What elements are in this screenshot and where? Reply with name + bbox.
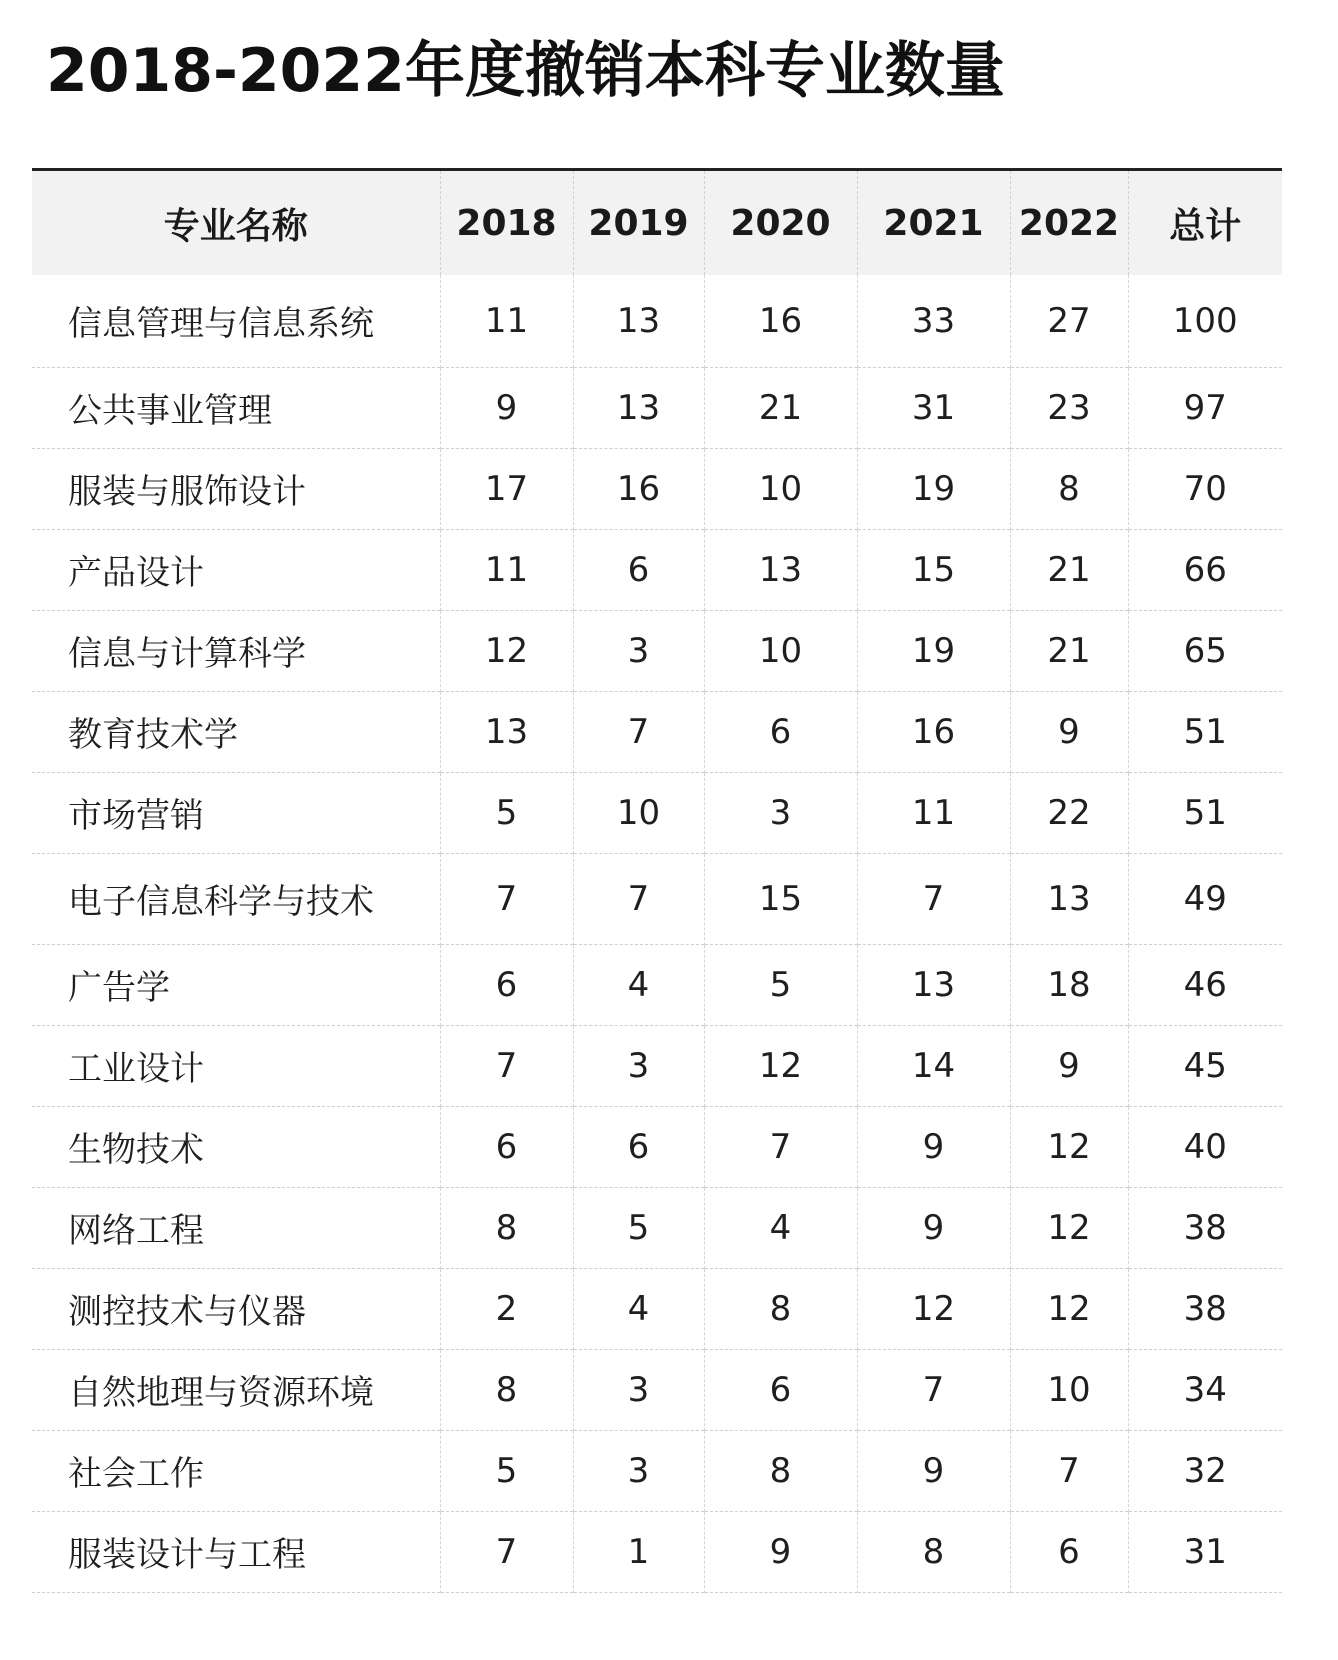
cell-2019: 3 <box>573 1025 704 1106</box>
cell-total: 51 <box>1183 711 1227 752</box>
table-row <box>32 1187 1282 1268</box>
cell-2021: 9 <box>857 1187 1010 1268</box>
cell-major-name: 自然地理与资源环境 <box>32 1349 440 1430</box>
cell-2022: 18 <box>1010 944 1128 1025</box>
table-row <box>32 1349 1282 1430</box>
cell-2021: 19 <box>857 448 1010 529</box>
cell-2018: 8 <box>440 1187 573 1268</box>
cell-2018: 9 <box>440 367 573 448</box>
table-row <box>32 1106 1282 1187</box>
cell-major-name: 网络工程 <box>32 1187 440 1268</box>
cell-2019: 13 <box>573 367 704 448</box>
header-2018: 2018 <box>440 171 573 275</box>
cell-2020: 10 <box>704 448 857 529</box>
table-row <box>32 772 1282 853</box>
cell-major-name: 信息与计算科学 <box>32 610 440 691</box>
header-major-name: 专业名称 <box>32 171 440 275</box>
cell-2019: 7 <box>573 853 704 944</box>
cell-2020: 6 <box>704 691 857 772</box>
cell-total: 49 <box>1183 878 1227 919</box>
cell-2021: 16 <box>857 691 1010 772</box>
cell-2020: 8 <box>704 1268 857 1349</box>
cell-2022: 10 <box>1010 1349 1128 1430</box>
cell-2022: 22 <box>1010 772 1128 853</box>
cell-2020: 16 <box>704 275 857 367</box>
cell-2019: 4 <box>573 1268 704 1349</box>
cell-2021: 13 <box>857 944 1010 1025</box>
cell-2022: 9 <box>1010 1025 1128 1106</box>
table-row <box>32 1025 1282 1106</box>
table-row <box>32 367 1282 448</box>
header-2021: 2021 <box>857 171 1010 275</box>
cell-total: 97 <box>1183 387 1227 428</box>
cell-2019: 16 <box>573 448 704 529</box>
cell-major-name: 教育技术学 <box>32 691 440 772</box>
cell-2021: 12 <box>857 1268 1010 1349</box>
cell-2022: 23 <box>1010 367 1128 448</box>
cell-2022: 21 <box>1010 610 1128 691</box>
cell-major-name: 广告学 <box>32 944 440 1025</box>
cell-2019: 6 <box>573 1106 704 1187</box>
cell-2021: 15 <box>857 529 1010 610</box>
cell-2019: 1 <box>573 1511 704 1592</box>
header-2022: 2022 <box>1010 171 1128 275</box>
cell-major-name: 信息管理与信息系统 <box>32 275 440 367</box>
cell-2022: 21 <box>1010 529 1128 610</box>
cell-2020: 3 <box>704 772 857 853</box>
cell-total: 45 <box>1183 1045 1227 1086</box>
cell-2018: 8 <box>440 1349 573 1430</box>
table-row <box>32 275 1282 367</box>
cell-total: 32 <box>1183 1450 1227 1491</box>
cell-2018: 12 <box>440 610 573 691</box>
cell-2018: 2 <box>440 1268 573 1349</box>
cell-2018: 7 <box>440 1511 573 1592</box>
cell-major-name: 测控技术与仪器 <box>32 1268 440 1349</box>
cell-total: 38 <box>1183 1288 1227 1329</box>
cell-2022: 13 <box>1010 853 1128 944</box>
cell-2018: 17 <box>440 448 573 529</box>
cell-2020: 7 <box>704 1106 857 1187</box>
cell-major-name: 工业设计 <box>32 1025 440 1106</box>
cell-2019: 5 <box>573 1187 704 1268</box>
cell-2019: 3 <box>573 1349 704 1430</box>
header-total: 总计 <box>1169 205 1242 247</box>
cell-2018: 11 <box>440 529 573 610</box>
cell-2020: 13 <box>704 529 857 610</box>
cell-2020: 10 <box>704 610 857 691</box>
table-row <box>32 448 1282 529</box>
cell-2022: 12 <box>1010 1187 1128 1268</box>
cell-2019: 3 <box>573 1430 704 1511</box>
cell-2018: 6 <box>440 1106 573 1187</box>
cell-total: 31 <box>1183 1531 1227 1572</box>
cell-2021: 19 <box>857 610 1010 691</box>
cell-2020: 9 <box>704 1511 857 1592</box>
cell-2020: 5 <box>704 944 857 1025</box>
cell-total: 46 <box>1183 964 1227 1005</box>
cell-2019: 4 <box>573 944 704 1025</box>
cell-total: 66 <box>1183 549 1227 590</box>
cell-2021: 7 <box>857 1349 1010 1430</box>
cell-total: 70 <box>1183 468 1227 509</box>
cell-total: 34 <box>1183 1369 1227 1410</box>
cell-2019: 6 <box>573 529 704 610</box>
table-row <box>32 610 1282 691</box>
cell-2022: 12 <box>1010 1106 1128 1187</box>
cell-2021: 33 <box>857 275 1010 367</box>
header-2020: 2020 <box>704 171 857 275</box>
table-row <box>32 1430 1282 1511</box>
table-row <box>32 1268 1282 1349</box>
cell-major-name: 生物技术 <box>32 1106 440 1187</box>
cell-major-name: 市场营销 <box>32 772 440 853</box>
cell-major-name: 服装设计与工程 <box>32 1511 440 1592</box>
cell-2018: 5 <box>440 1430 573 1511</box>
cell-major-name: 电子信息科学与技术 <box>32 853 440 944</box>
cell-2019: 13 <box>573 275 704 367</box>
cell-2021: 14 <box>857 1025 1010 1106</box>
cell-2020: 12 <box>704 1025 857 1106</box>
table-row <box>32 529 1282 610</box>
cell-2022: 9 <box>1010 691 1128 772</box>
cell-total: 38 <box>1183 1207 1227 1248</box>
cell-total: 65 <box>1183 630 1227 671</box>
cell-total: 100 <box>1172 300 1238 341</box>
cell-2022: 27 <box>1010 275 1128 367</box>
cell-2020: 6 <box>704 1349 857 1430</box>
cell-2019: 10 <box>573 772 704 853</box>
cell-major-name: 服装与服饰设计 <box>32 448 440 529</box>
cell-total: 40 <box>1183 1126 1227 1167</box>
cell-2020: 4 <box>704 1187 857 1268</box>
cell-2018: 7 <box>440 853 573 944</box>
table-row <box>32 1511 1282 1592</box>
cell-2022: 8 <box>1010 448 1128 529</box>
cell-2019: 3 <box>573 610 704 691</box>
cell-major-name: 社会工作 <box>32 1430 440 1511</box>
cell-2021: 31 <box>857 367 1010 448</box>
cell-2022: 12 <box>1010 1268 1128 1349</box>
cell-total: 51 <box>1183 792 1227 833</box>
cell-2018: 5 <box>440 772 573 853</box>
page-title: 2018-2022年度撤销本科专业数量 <box>46 36 1005 106</box>
header-2019: 2019 <box>573 171 704 275</box>
cell-2018: 6 <box>440 944 573 1025</box>
cell-2021: 8 <box>857 1511 1010 1592</box>
cell-2020: 21 <box>704 367 857 448</box>
table-row <box>32 944 1282 1025</box>
cell-major-name: 公共事业管理 <box>32 367 440 448</box>
majors-table <box>32 171 1282 1593</box>
cell-2018: 13 <box>440 691 573 772</box>
cell-2021: 7 <box>857 853 1010 944</box>
cell-major-name: 产品设计 <box>32 529 440 610</box>
cell-2020: 8 <box>704 1430 857 1511</box>
table-header-row <box>32 171 1282 275</box>
cell-2018: 7 <box>440 1025 573 1106</box>
cell-2022: 7 <box>1010 1430 1128 1511</box>
table-row <box>32 853 1282 944</box>
cell-2018: 11 <box>440 275 573 367</box>
cell-2019: 7 <box>573 691 704 772</box>
majors-table-container <box>32 168 1282 1593</box>
cell-2020: 15 <box>704 853 857 944</box>
cell-2021: 9 <box>857 1106 1010 1187</box>
table-row <box>32 691 1282 772</box>
cell-2022: 6 <box>1010 1511 1128 1592</box>
cell-2021: 9 <box>857 1430 1010 1511</box>
cell-2021: 11 <box>857 772 1010 853</box>
